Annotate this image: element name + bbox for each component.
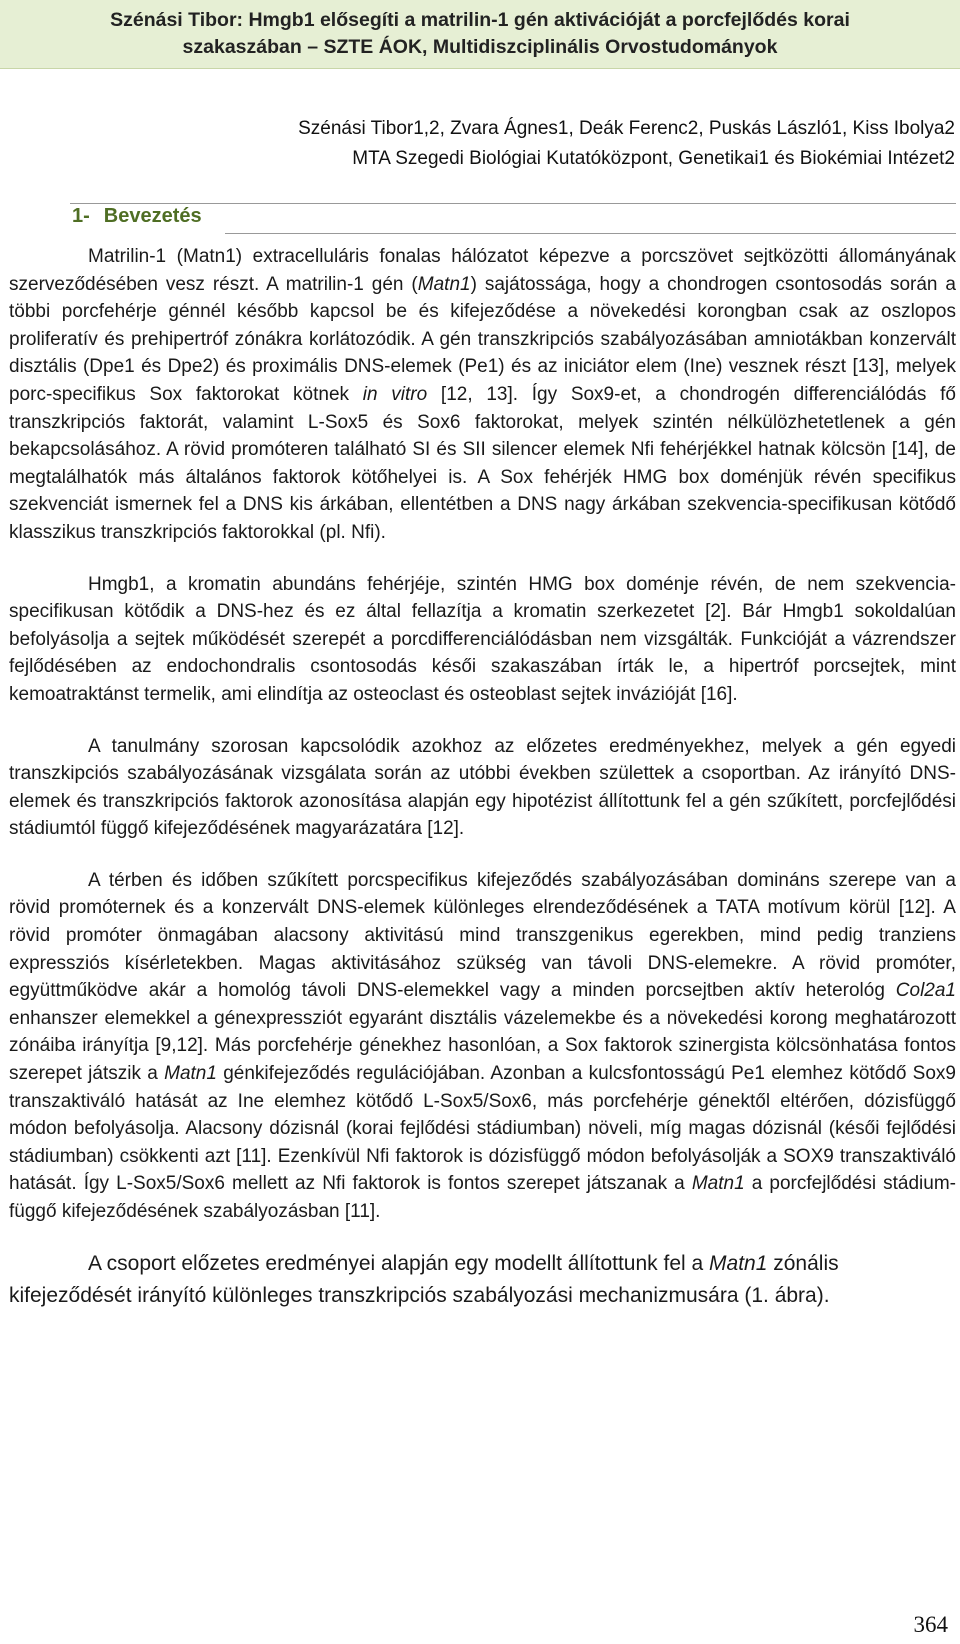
section-title: Bevezetés bbox=[103, 205, 202, 227]
paragraph-4-text-c: génkifejeződés regulációjában. Azonban a kulcsfontosságú Pe1 elemhez kötődő Sox9 transzaktiváló hatását az Ine elemhez kötődő L-Sox5/Sox6, más porcfehérje génektől eltérően, dózisfüggő módon befolyásolja. Alacsony dózisnál (korai fejlődési stádiumban) növeli, míg magas dózisnál (késői fejlődési stádiumban) csökkenti azt [11]. Ezenkívül Nfi faktorok is dózisfüggő módon befolyásolják a SOX9 transzaktiváló hatását. Így L-Sox5/Sox6 mellett az Nfi faktorok is fontos szerepet játszanak a bbox=[9, 1063, 956, 1195]
header-banner bbox=[0, 0, 960, 69]
paragraph-4-text-b: enhanszer elemekkel a génexpressziót egyaránt disztális vázelemekbe és a növekedési korong meghatározott zónáiba irányítja [9,12]. Más porcfehérje génekhez hasonlóan, a Sox faktorok szinergista kölcsönhatása fontos szerepet játszik a bbox=[9, 1007, 956, 1085]
author-affiliations: MTA Szegedi Biológiai Kutatóközpont, Genetikai1 és Biokémiai Intézet2 bbox=[352, 148, 955, 169]
header-title-line-1: Szénási Tibor: Hmgb1 elősegíti a matrilin-1 gén aktivációját a porcfejlődés korai bbox=[110, 9, 850, 31]
author-names: Szénási Tibor1,2, Zvara Ágnes1, Deák Ferenc2, Puskás László1, Kiss Ibolya2 bbox=[298, 118, 955, 139]
body-text bbox=[9, 243, 956, 1336]
gene-name-italic: Col2a1 bbox=[895, 980, 956, 1002]
paragraph-3: A tanulmány szorosan kapcsolódik azokhoz az előzetes eredményekhez, melyek a gén egyedi transzkipciós szabályozásának vizsgálata során az utóbbi években születtek a csoportban. Az irányító DNS-elemek és transzkripciós faktorok azonosítása alapján egy hipotézist állítottunk fel a gén szűkített, porcfejlődési stádiumtól függő kifejeződésének magyarázatára [12]. bbox=[9, 735, 956, 840]
paragraph-4-text-d: a porcfejlődési stádium-függő kifejeződésének szabályozásban [11]. bbox=[9, 1173, 956, 1222]
gene-name-italic: Matn1 bbox=[164, 1063, 217, 1085]
paragraph-4 bbox=[9, 867, 956, 1226]
section-divider-top bbox=[70, 203, 956, 204]
gene-name-italic: Matn1 bbox=[417, 273, 471, 295]
paragraph-2: Hmgb1, a kromatin abundáns fehérjéje, szintén HMG box doménje révén, de nem szekvencia-specifikusan kötődik a DNS-hez és ez által fellazítja a kromatin szerkezetet [2]. Bár Hmgb1 sokoldalúan befolyásolja a sejtek működését szerepét a porcdifferenciálódásban nem vizsgálták. Funkcióját a vázrendszer fejlődésében az endochondralis csontosodás késői szakaszában írták le, a hipertróf porcsejtek, mint kemoatraktánst termelik, ami elindítja az osteoclast és osteoblast sejtek invázióját [16]. bbox=[9, 573, 956, 705]
paragraph-1 bbox=[9, 243, 956, 547]
paragraph-1-text-c: [12, 13]. Így Sox9-et, a chondrogén differenciálódás fő transzkripciós faktorát, valamint L-Sox5 és Sox6 faktorokat, melyek szintén nélkülözhetetlenek a gén bekapcsolásához. A rövid promóteren található SI és SII silencer elemek Nfi fehérjékkel hatnak kölcsön [14], de megtalálhatók más általános faktorok kötőhelyei is. A Sox fehérjék HMG box doménjük révén specifikus szekvenciát ismernek fel a DNS kis árkában, ellentétben a DNS nagy árkában szekvencia-specifikusan kötődő klasszikus transzkripciós faktorokkal (pl. Nfi). bbox=[9, 383, 956, 543]
paragraph-5-text-b: zónális kifejeződését irányító különleges transzkripciós szabályozási mechanizmusára (1. ábra). bbox=[9, 1251, 839, 1307]
paragraph-4-text-a: A térben és időben szűkített porcspecifikus kifejeződés szabályozásában domináns szerepe van a rövid promóternek és a konzervált DNS-elemek különleges elrendeződésének a TATA motívum körül [12]. A rövid promóter önmagában alacsony aktivitású mind transzgenikus egerekben, mind pedig tranziens expressziós kísérletekben. Magas aktivitásához szükség van távoli DNS-elemekre. A rövid promóter, együttműködve akár a homológ távoli DNS-elemekkel vagy a minden porcsejtben aktív heterológ bbox=[9, 869, 956, 1002]
author-block bbox=[0, 114, 955, 174]
gene-name-italic: Matn1 bbox=[709, 1251, 768, 1275]
paragraph-5-text-a: A csoport előzetes eredményei alapján egy modellt állítottunk fel a bbox=[88, 1251, 710, 1275]
paragraph-1-text-b: ) sajátossága, hogy a chondrogen csontosodás során a többi porcfehérje génnél később kapcsol be és kifejeződése a növekedési korongban csak az oszlopos proliferatív és prehipertróf zónákra korlátozódik. A gén transzkripciós szabályozásában amniotákban konzervált disztális (Dpe1 és Dpe2) és proximális DNS-elemek (Pe1) és az iniciátor elem (Ine) vesznek részt [13], melyek porc-specifikus Sox faktorokat kötnek bbox=[9, 273, 956, 405]
header-title-line-2: szakaszában – SZTE ÁOK, Multidiszciplinális Orvostudományok bbox=[182, 36, 778, 58]
paragraph-5 bbox=[9, 1248, 956, 1312]
page-number: 364 bbox=[913, 1612, 948, 1637]
section-number: 1- bbox=[72, 205, 90, 227]
paragraph-1-text-a: Matrilin-1 (Matn1) extracelluláris fonalas hálózatot képezve a porcszövet sejtközötti állományának szerveződésében vesz részt. A matrilin-1 gén ( bbox=[9, 246, 956, 295]
section-divider-bottom bbox=[225, 233, 956, 234]
section-heading bbox=[72, 203, 202, 229]
in-vitro-italic: in vitro bbox=[362, 383, 428, 405]
gene-name-italic: Matn1 bbox=[691, 1173, 745, 1195]
